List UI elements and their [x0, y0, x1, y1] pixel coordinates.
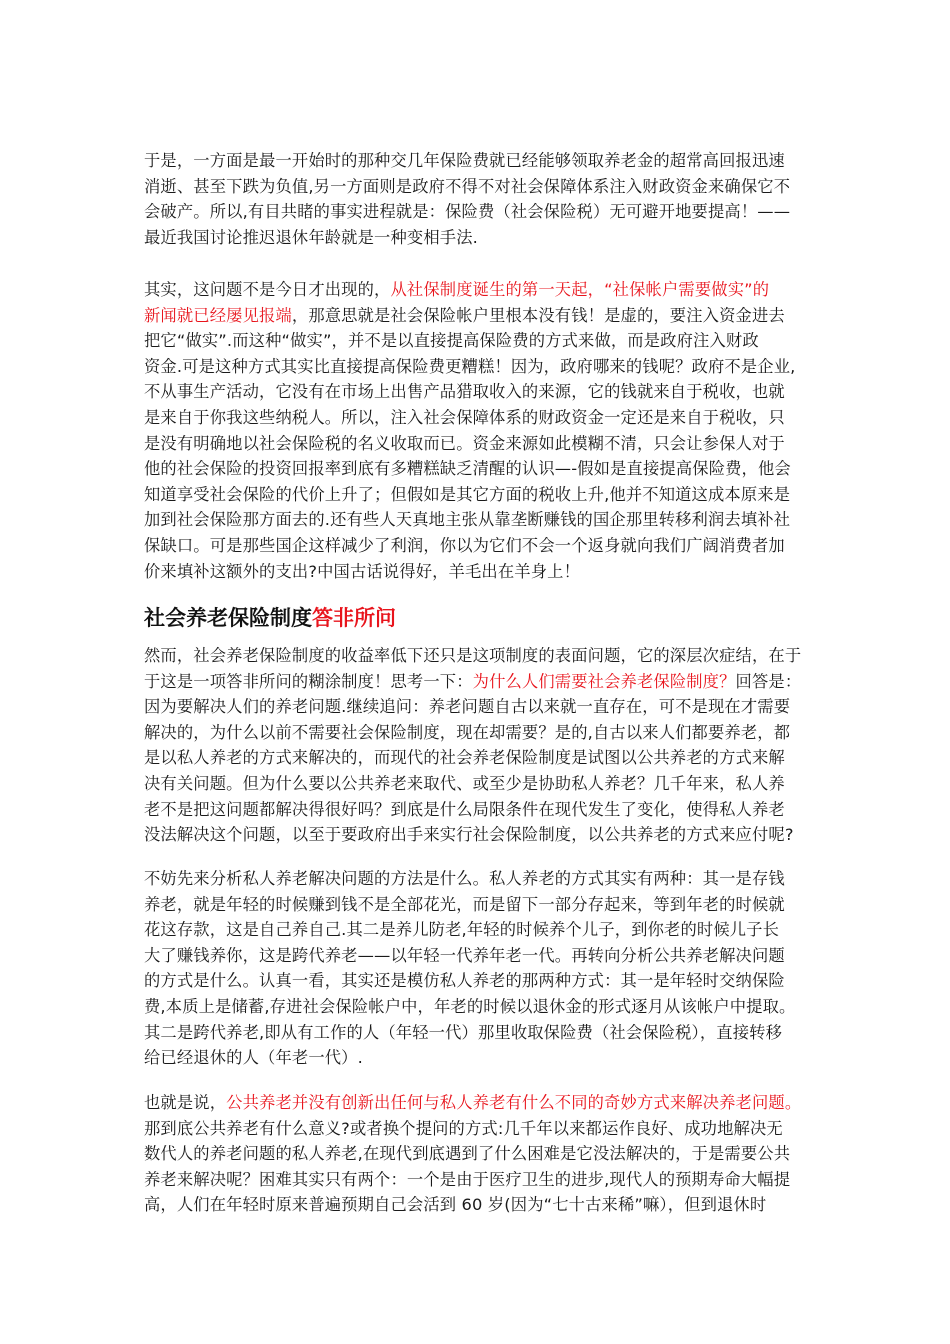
text-segment: 老不是把这问题都解决得很好吗？到底是什么局限条件在现代发生了变化，使得私人养老: [144, 799, 785, 819]
text-line: [144, 328, 795, 354]
text-segment: 不从事生产活动，它没有在市场上出售产品猎取收入的来源，它的钱就来自于税收，也就: [144, 382, 785, 402]
text-segment: 把它“做实”.而这种“做实”，并不是以直接提高保险费的方式来做，而是政府注入财政: [144, 331, 759, 351]
text-segment: 加到社会保险那方面去的.还有些人天真地主张从靠垄断赚钱的国企那里转移利润去填补社: [144, 510, 791, 530]
text-line: [144, 1090, 801, 1116]
text-line: [144, 1167, 801, 1193]
text-segment: 会破产。所以,有目共睹的事实进程就是：保险费（社会保险税）无可避开地要提高！——: [144, 202, 791, 222]
text-line: [144, 1116, 801, 1142]
text-segment: 的方式是什么。认真一看，其实还是模仿私人养老的那两种方式：其一是年轻时交纳保险: [144, 971, 785, 991]
heading-highlight-text: 答非所问: [312, 606, 396, 631]
text-segment: 价来填补这额外的支出?中国古话说得好，羊毛出在羊身上！: [144, 561, 581, 581]
text-segment: 是没有明确地以社会保险税的名义收取而已。资金来源如此模糊不清，只会让参保人对于: [144, 433, 785, 453]
text-segment: 高，人们在年轻时原来普遍预期自己会活到 60 岁(因为“七十古来稀”嘛），但到退休时: [144, 1195, 767, 1215]
text-line: [144, 943, 795, 969]
text-segment: 他的社会保险的投资回报率到底有多糟糕缺乏清醒的认识—-假如是直接提高保险费，他会: [144, 459, 791, 479]
text-segment: 保缺口。可是那些国企这样减少了利润，你以为它们不会一个返身就向我们广阔消费者加: [144, 535, 785, 555]
text-line: [144, 669, 801, 695]
text-line: [144, 745, 801, 771]
text-line: [144, 456, 795, 482]
text-segment: 是来自于你我这些纳税人。所以，注入社会保障体系的财政资金一定还是来自于税收，只: [144, 407, 785, 427]
text-line: [144, 917, 795, 943]
text-line: [144, 1045, 795, 1071]
text-line: [144, 225, 790, 251]
text-line: [144, 533, 795, 559]
section-heading: [144, 603, 396, 633]
highlighted-text: 公共养老并没有创新出任何与私人养老有什么不同的奇妙方式来解决养老问题。: [226, 1093, 802, 1112]
text-line: [144, 354, 795, 380]
highlighted-text: 新闻就已经屡见报端: [144, 305, 292, 325]
text-segment: 其实，这问题不是今日才出现的，: [144, 280, 391, 299]
text-line: [144, 277, 795, 303]
text-line: [144, 720, 801, 746]
text-segment: 没法解决这个问题，以至于要政府出手来实行社会保险制度，以公共养老的方式来应付呢?: [144, 825, 794, 845]
heading-main-text: 社会养老保险制度: [144, 606, 312, 631]
text-line: [144, 507, 795, 533]
text-line: [144, 892, 795, 918]
text-segment: 于是，一方面是最一开始时的那种交几年保险费就已经能够领取养老金的超常高回报迅速: [144, 151, 785, 170]
paragraph-pension-rise: [144, 148, 790, 250]
text-segment: 于这是一项答非所问的糊涂制度！思考一下：: [144, 671, 473, 691]
text-segment: 也就是说，: [144, 1093, 227, 1112]
text-line: [144, 405, 795, 431]
paragraph-private-pension-methods: [144, 866, 795, 1071]
paragraph-misdirected-system: [144, 643, 801, 848]
text-segment: ，那意思就是社会保险帐户里根本没有钱！是虚的，要注入资金进去: [291, 305, 785, 325]
paragraph-public-pension-meaning: [144, 1090, 801, 1218]
text-line: [144, 148, 790, 174]
text-segment: 其二是跨代养老,即从有工作的人（年轻一代）那里收取保险费（社会保险税），直接转移: [144, 1022, 783, 1042]
text-line: [144, 822, 801, 848]
text-line: [144, 797, 801, 823]
text-segment: 那到底公共养老有什么意义?或者换个提问的方式:几千年以来都运作良好、成功地解决无: [144, 1118, 783, 1138]
text-line: [144, 994, 795, 1020]
text-segment: 不妨先来分析私人养老解决问题的方法是什么。私人养老的方式其实有两种：其一是存钱: [144, 869, 785, 888]
text-segment: 大了赚钱养你，这是跨代养老——以年轻一代养年老一代。再转向分析公共养老解决问题: [144, 945, 785, 965]
text-segment: 知道享受社会保险的代价上升了；但假如是其它方面的税收上升,他并不知道这成本原来是: [144, 484, 791, 504]
text-segment: 解决的，为什么以前不需要社会保险制度，现在却需要？是的,自古以来人们都要养老，都: [144, 722, 791, 742]
text-segment: 消逝、甚至下跌为负值,另一方面则是政府不得不对社会保障体系注入财政资金来确保它不: [144, 176, 791, 196]
text-line: [144, 694, 801, 720]
text-segment: 决有关问题。但为什么要以公共养老来取代、或至少是协助私人养老？几千年来，私人养: [144, 773, 785, 793]
text-segment: 数代人的养老问题的私人养老,在现代到底遇到了什么困难是它没法解决的，于是需要公共: [144, 1144, 791, 1164]
text-segment: 花这存款，这是自己养自己.其二是养儿防老,年轻的时候养个儿子，到你老的时候儿子长: [144, 920, 780, 940]
highlighted-text: 从社保制度诞生的第一天起，“社保帐户需要做实”的: [390, 280, 770, 299]
text-line: [144, 771, 801, 797]
text-line: [144, 968, 795, 994]
text-segment: 给已经退休的人（年老一代）.: [144, 1048, 363, 1068]
text-line: [144, 643, 801, 669]
text-line: [144, 303, 795, 329]
text-segment: 费,本质上是储蓄,存进社会保险帐户中，年老的时候以退休金的形式逐月从该帐户中提取。: [144, 996, 796, 1016]
text-line: [144, 559, 795, 585]
text-line: [144, 866, 795, 892]
text-segment: 最近我国讨论推迟退休年龄就是一种变相手法.: [144, 227, 478, 247]
text-line: [144, 174, 790, 200]
text-line: [144, 431, 795, 457]
text-line: [144, 379, 795, 405]
text-segment: 养老，就是年轻的时候赚到钱不是全部花光，而是留下一部分存起来，等到年老的时候就: [144, 894, 785, 914]
text-line: [144, 199, 790, 225]
highlighted-text: 为什么人们需要社会养老保险制度？: [472, 671, 736, 691]
paragraph-account-funding: [144, 277, 795, 584]
text-segment: 养老来解决呢？困难其实只有两个：一个是由于医疗卫生的进步,现代人的预期寿命大幅提: [144, 1169, 791, 1189]
text-line: [144, 1192, 801, 1218]
text-segment: 回答是：: [735, 671, 802, 691]
text-line: [144, 1020, 795, 1046]
text-segment: 资金.可是这种方式其实比直接提高保险费更糟糕！因为，政府哪来的钱呢？政府不是企业,: [144, 356, 796, 376]
text-line: [144, 1141, 801, 1167]
text-segment: 然而，社会养老保险制度的收益率低下还只是这项制度的表面问题，它的深层次症结，在于: [144, 646, 802, 665]
text-segment: 是以私人养老的方式来解决的，而现代的社会养老保险制度是试图以公共养老的方式来解: [144, 748, 785, 768]
text-line: [144, 482, 795, 508]
text-segment: 因为要解决人们的养老问题.继续追问：养老问题自古以来就一直存在，可不是现在才需要: [144, 697, 791, 717]
